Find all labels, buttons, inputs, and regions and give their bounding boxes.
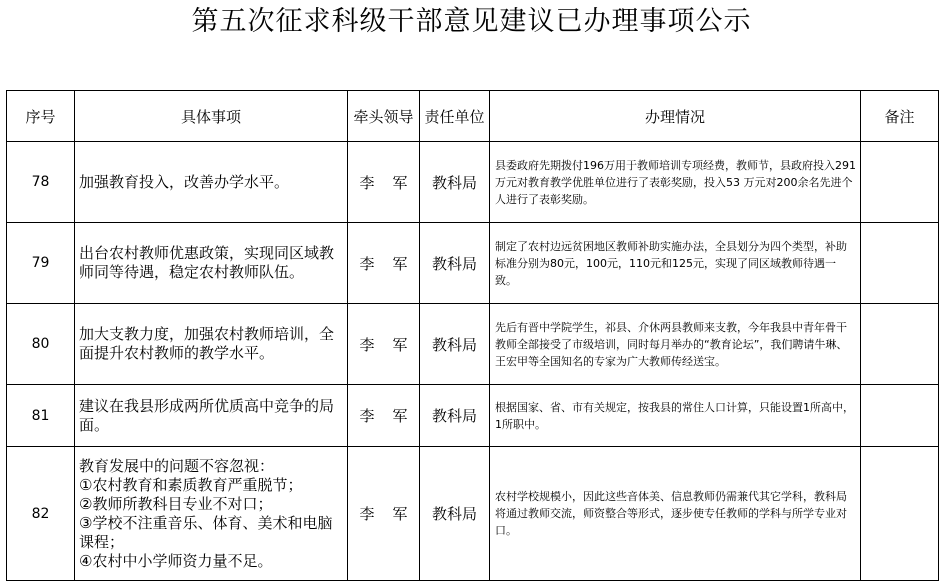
- table-row: [7, 142, 939, 223]
- row-unit: 教科局: [420, 304, 490, 385]
- row-item: [75, 304, 348, 385]
- item-line: 建议在我县形成两所优质高中竞争的局面。: [79, 396, 335, 434]
- row-status: 农村学校规模小，因此这些音体美、信息教师仍需兼代其它学科，教科局将通过教师交流，师资整合等形式，逐步使专任教师的学科与所学专业对口。: [490, 447, 861, 581]
- matters-table: [6, 90, 939, 581]
- row-unit: 教科局: [420, 447, 490, 581]
- row-status: 根据国家、省、市有关规定，按我县的常住人口计算，只能设置1所高中，1所职中。: [490, 385, 861, 447]
- leader-name: 李军: [359, 173, 426, 192]
- row-item: [75, 223, 348, 304]
- row-status: 先后有晋中学院学生，祁县、介休两县教师来支教，今年我县中青年骨干教师全部接受了市级培训，同时每月举办的“教育论坛”，我们聘请牛琳、王宏甲等全国知名的专家为广大教师传经送宝。: [490, 304, 861, 385]
- item-line: 出台农村教师优惠政策，实现同区域教师同等待遇，稳定农村教师队伍。: [79, 244, 335, 281]
- header-unit: 责任单位: [420, 91, 490, 142]
- leader-name: 李军: [359, 505, 426, 523]
- row-note: [861, 385, 939, 447]
- row-leader: [348, 447, 426, 581]
- row-leader: [348, 304, 426, 385]
- header-item: 具体事项: [75, 91, 348, 142]
- header-no: 序号: [7, 91, 75, 142]
- row-note: [861, 447, 939, 581]
- row-unit: 教科局: [420, 223, 490, 304]
- row-no: 80: [7, 304, 75, 385]
- header-note: 备注: [861, 91, 939, 142]
- item-line: 加强教育投入，改善办学水平。: [79, 172, 290, 191]
- row-item: [75, 142, 348, 223]
- item-line: ①农村教育和素质教育严重脱节；: [79, 475, 303, 494]
- row-unit: 教科局: [420, 142, 490, 223]
- row-leader: [348, 142, 426, 223]
- row-unit: 教科局: [420, 385, 490, 447]
- row-no: 81: [7, 385, 75, 447]
- leader-name: 李军: [359, 254, 426, 273]
- item-line: ②教师所教科目专业不对口；: [79, 494, 273, 513]
- item-line: 教育发展中的问题不容忽视：: [79, 456, 275, 475]
- row-status: 县委政府先期拨付196万用于教师培训专项经费，教师节，县政府投入291万元对教育教学优胜单位进行了表彰奖励，投入53 万元对200余名先进个人进行了表彰奖励。: [490, 142, 861, 223]
- table-row: [7, 385, 939, 447]
- row-no: 82: [7, 447, 75, 581]
- table-row: [7, 304, 939, 385]
- leader-name: 李军: [359, 407, 426, 425]
- item-line: 加大支教力度，加强农村教师培训，全面提升农村教师的教学水平。: [79, 325, 335, 362]
- row-item: [75, 385, 348, 447]
- item-line: ④农村中小学师资力量不足。: [79, 551, 273, 570]
- row-item: [75, 447, 348, 581]
- row-note: [861, 223, 939, 304]
- table-row: [7, 223, 939, 304]
- row-leader: [348, 385, 426, 447]
- row-no: 79: [7, 223, 75, 304]
- row-note: [861, 304, 939, 385]
- table-row: [7, 447, 939, 581]
- header-status: 办理情况: [490, 91, 861, 142]
- row-note: [861, 142, 939, 223]
- header-row: [7, 91, 939, 142]
- leader-name: 李军: [359, 335, 426, 354]
- page-title: 第五次征求科级干部意见建议已办理事项公示: [191, 6, 752, 37]
- row-status: 制定了农村边远贫困地区教师补助实施办法，全县划分为四个类型，补助标准分别为80元，100元，110元和125元，实现了同区域教师待遇一致。: [490, 223, 861, 304]
- header-leader: 牵头领导: [348, 91, 420, 142]
- row-leader: [348, 223, 426, 304]
- item-line: ③学校不注重音乐、体育、美术和电脑课程；: [79, 513, 333, 551]
- row-no: 78: [7, 142, 75, 223]
